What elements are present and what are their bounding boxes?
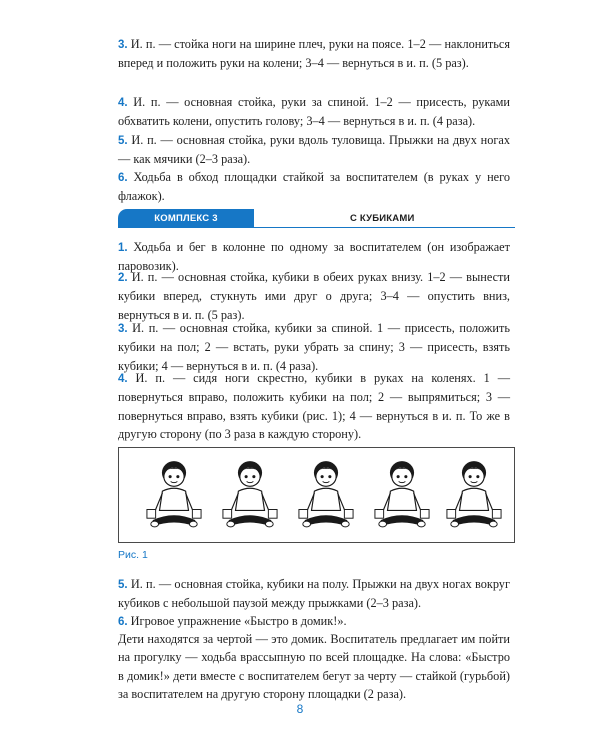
exercise-item — [118, 612, 510, 631]
item-text: Игровое упражнение «Быстро в домик!». — [130, 614, 347, 628]
item-number: 6. — [118, 616, 128, 628]
child-figure — [297, 456, 355, 534]
item-number: 3. — [118, 323, 128, 335]
figure-caption: Рис. 1 — [118, 549, 148, 561]
exercise-item — [118, 131, 510, 169]
child-figure — [145, 456, 203, 534]
item-text: И. п. — основная стойка, руки за спиной. 1–2 — присесть, руками обхватить колени, опустить голову; 3–4 — вернуться в и. п. (4 раза). — [118, 95, 511, 129]
item-number: 5. — [118, 579, 128, 591]
child-figure — [445, 456, 503, 534]
item-text: Ходьба и бег в колонне по одному за воспитателем (он изображает паровозик). — [118, 240, 510, 274]
item-text: И. п. — основная стойка, кубики на полу. Прыжки на двух ногах вокруг кубиков с небольшой паузой между прыжками (2–3 раза). — [118, 577, 510, 611]
exercise-item — [118, 168, 510, 206]
item-text: Ходьба в обход площадки стайкой за воспитателем (в руках у него флажок). — [118, 170, 510, 204]
child-figure — [373, 456, 431, 534]
item-number: 4. — [118, 373, 128, 385]
section-label-badge: КОМПЛЕКС 3 — [118, 209, 254, 227]
item-number: 1. — [118, 242, 128, 254]
exercise-item — [118, 35, 510, 73]
figure-illustration — [118, 447, 515, 543]
item-number: 3. — [118, 39, 128, 51]
exercise-item — [118, 575, 510, 613]
section-title: С КУБИКАМИ — [350, 212, 415, 224]
section-header — [118, 209, 515, 228]
exercise-item — [118, 268, 510, 324]
game-description: Дети находятся за чертой — это домик. Воспитатель предлагает им пойти на прогулку — ходьба врассыпную по всей площадке. На слова: «Быстро в домик!» дети вместе с воспитателем бегут за черту — стайкой (гурьбой) за воспитателем на другую сторону площадки (2 раза). — [118, 632, 510, 702]
item-number: 5. — [118, 135, 128, 147]
item-number: 6. — [118, 172, 128, 184]
exercise-item — [118, 93, 510, 131]
item-text: И. п. — основная стойка, кубики в обеих руках внизу. 1–2 — вынести кубики вперед, стукнуть ими друг о друга; 3–4 — опустить вниз, вернуться в и. п. (5 раз). — [118, 270, 510, 322]
item-number: 2. — [118, 272, 128, 284]
page-number: 8 — [296, 702, 304, 716]
exercise-item — [118, 319, 510, 375]
item-text: И. п. — основная стойка, кубики за спиной. 1 — присесть, положить кубики на пол; 2 — встать, руки убрать за спину; 3 — присесть, взять кубики; 4 — вернуться в и. п. (4 раза). — [118, 321, 510, 373]
item-text: И. п. — основная стойка, руки вдоль туловища. Прыжки на двух ногах — как мячики (2–3 раза). — [118, 133, 510, 167]
item-text: И. п. — стойка ноги на ширине плеч, руки на поясе. 1–2 — наклониться вперед и положить руки на колени; 3–4 — вернуться в и. п. (5 раз). — [118, 37, 511, 71]
exercise-item — [118, 369, 510, 444]
child-figure — [221, 456, 279, 534]
item-number: 4. — [118, 97, 128, 109]
item-text: И. п. — сидя ноги скрестно, кубики в руках на коленях. 1 — повернуться вправо, положить кубики на пол; 2 — выпрямиться; 3 — повернуться вправо, взять кубики (рис. 1); 4 — вернуться в и. п. То же в другую сторону (по 3 раза в каждую сторону). — [118, 371, 510, 442]
